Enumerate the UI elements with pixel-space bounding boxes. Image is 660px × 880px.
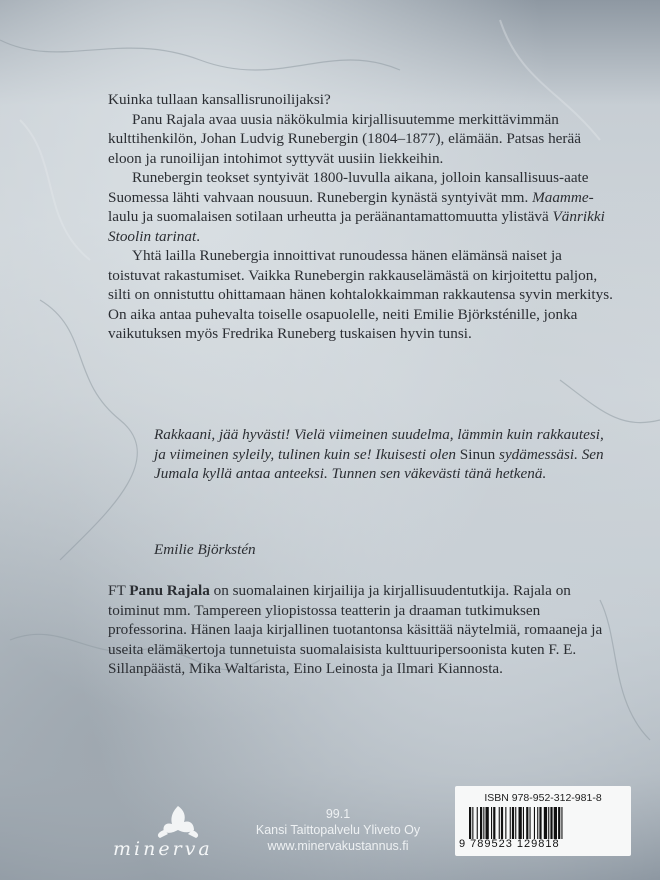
- barcode-bar: [554, 807, 557, 839]
- quote-text-b: sydämessäsi. Sen Jumala kyllä antaa anteeksi. Tunnen sen väkevästi tänä hetkenä.: [154, 445, 604, 482]
- p2-text-a: Runebergin teokset syntyivät 1800-luvulla aikana, jolloin kansallisuus-aate Suomessa lähti vahvaan nousuun. Runebergin kynästä syntyivät mm.: [108, 169, 589, 206]
- barcode-bar: [544, 807, 547, 839]
- barcode-bar: [499, 807, 500, 839]
- imprint-cover: Kansi Taittopalvelu Yliveto Oy: [255, 823, 421, 837]
- barcode-bar: [550, 807, 552, 839]
- intro-paragraph-2: [108, 168, 614, 246]
- barcode-bar: [548, 807, 549, 839]
- barcode-bar: [472, 807, 473, 839]
- intro-paragraph-1: Panu Rajala avaa uusia näkökulmia kirjallisuutemme merkittävimmän kulttihenkilön, Johan Ludvig Runebergin (1804–1877), elämään. Patsas herää eloon ja runoilijan intohimot syttyvät uusiin liekkeihin.: [108, 110, 581, 167]
- author-text: on suomalainen kirjailija ja kirjallisuudentutkija. Rajala on toiminut mm. Tampereen yliopistossa teatterin ja draaman tutkimuksen professorina. Hänen laaja kirjallinen tuotantonsa käsittää näytelmiä, romaaneja ja useita elämäkertoja tunnetuista suomalaisista kulttuuripersoonista kuten F. E. Sillanpäästä, Mika Waltarista, Eino Leinosta ja Ilmari Kiannosta.: [108, 582, 603, 677]
- ean-digits: 9 789523 129818: [459, 838, 560, 850]
- intro-question: Kuinka tullaan kansallisrunoilijaksi?: [108, 91, 331, 108]
- imprint-info: [238, 806, 438, 854]
- intro-paragraph-3: Yhtä lailla Runebergia innoittivat runoudessa hänen elämänsä naiset ja toistuvat rakastumiset. Vaikka Runebergin rakkauselämästä on kirjoitettu paljon, silti on onnistuttu ohittamaan hänen kohtalokkaimman rakkautensa syvin merkitys. On aika antaa puhevalta toiselle osapuolelle, neiti Emilie Björksténille, jonka vaikutuksen myös Fredrika Runeberg tuskaisen hyvin tunsi.: [108, 247, 613, 342]
- quote-signature: Emilie Björkstén: [154, 541, 256, 558]
- barcode-bar: [469, 807, 471, 839]
- barcode-bars-icon: [469, 807, 619, 839]
- isbn-text: ISBN 978-952-312-981-8: [484, 792, 602, 804]
- isbn-barcode: [455, 786, 631, 856]
- barcode-bar: [561, 807, 562, 839]
- barcode-bar: [491, 807, 492, 839]
- barcode-bar: [534, 807, 535, 839]
- minerva-logo-text: minerva: [113, 838, 213, 860]
- barcode-bar: [510, 807, 511, 839]
- quote-block: [154, 425, 614, 484]
- imprint-code: 99.1: [325, 807, 351, 821]
- barcode-bar: [501, 807, 503, 839]
- barcode-bar: [486, 807, 489, 839]
- barcode-bar: [537, 807, 538, 839]
- barcode-bar: [483, 807, 484, 839]
- p2-text-b: -laulu ja suomalaisen sotilaan urheutta ja peräänantamattomuutta ylistävä: [108, 188, 594, 225]
- barcode-bar: [558, 807, 560, 839]
- author-prefix: FT: [108, 582, 130, 599]
- barcode-bar: [530, 807, 531, 839]
- intro-text: [108, 90, 614, 344]
- quote-text-a: Rakkaani, jää hyvästi! Vielä viimeinen suudelma, lämmin kuin rakkautesi, ja viimeinen syleily, tulinen kuin se! Ikuisesti olen: [154, 426, 604, 463]
- maamme-title: Maamme: [532, 188, 589, 206]
- quote-sinun: Sinun: [459, 445, 496, 463]
- barcode-bar: [539, 807, 541, 839]
- barcode-bar: [512, 807, 514, 839]
- barcode-bar: [505, 807, 506, 839]
- barcode-bar: [480, 807, 482, 839]
- barcode-bar: [523, 807, 524, 839]
- barcode-bar: [515, 807, 516, 839]
- author-bio: [108, 581, 614, 679]
- barcode-bar: [477, 807, 478, 839]
- barcode-bar: [493, 807, 495, 839]
- barcode-bar: [526, 807, 528, 839]
- p2-text-c: .: [196, 227, 200, 245]
- imprint-url: www.minervakustannus.fi: [267, 839, 409, 853]
- barcode-bar: [519, 807, 522, 839]
- author-name: Panu Rajala: [129, 582, 210, 599]
- vanrikki-title: Vänrikki Stoolin tarinat: [108, 208, 605, 245]
